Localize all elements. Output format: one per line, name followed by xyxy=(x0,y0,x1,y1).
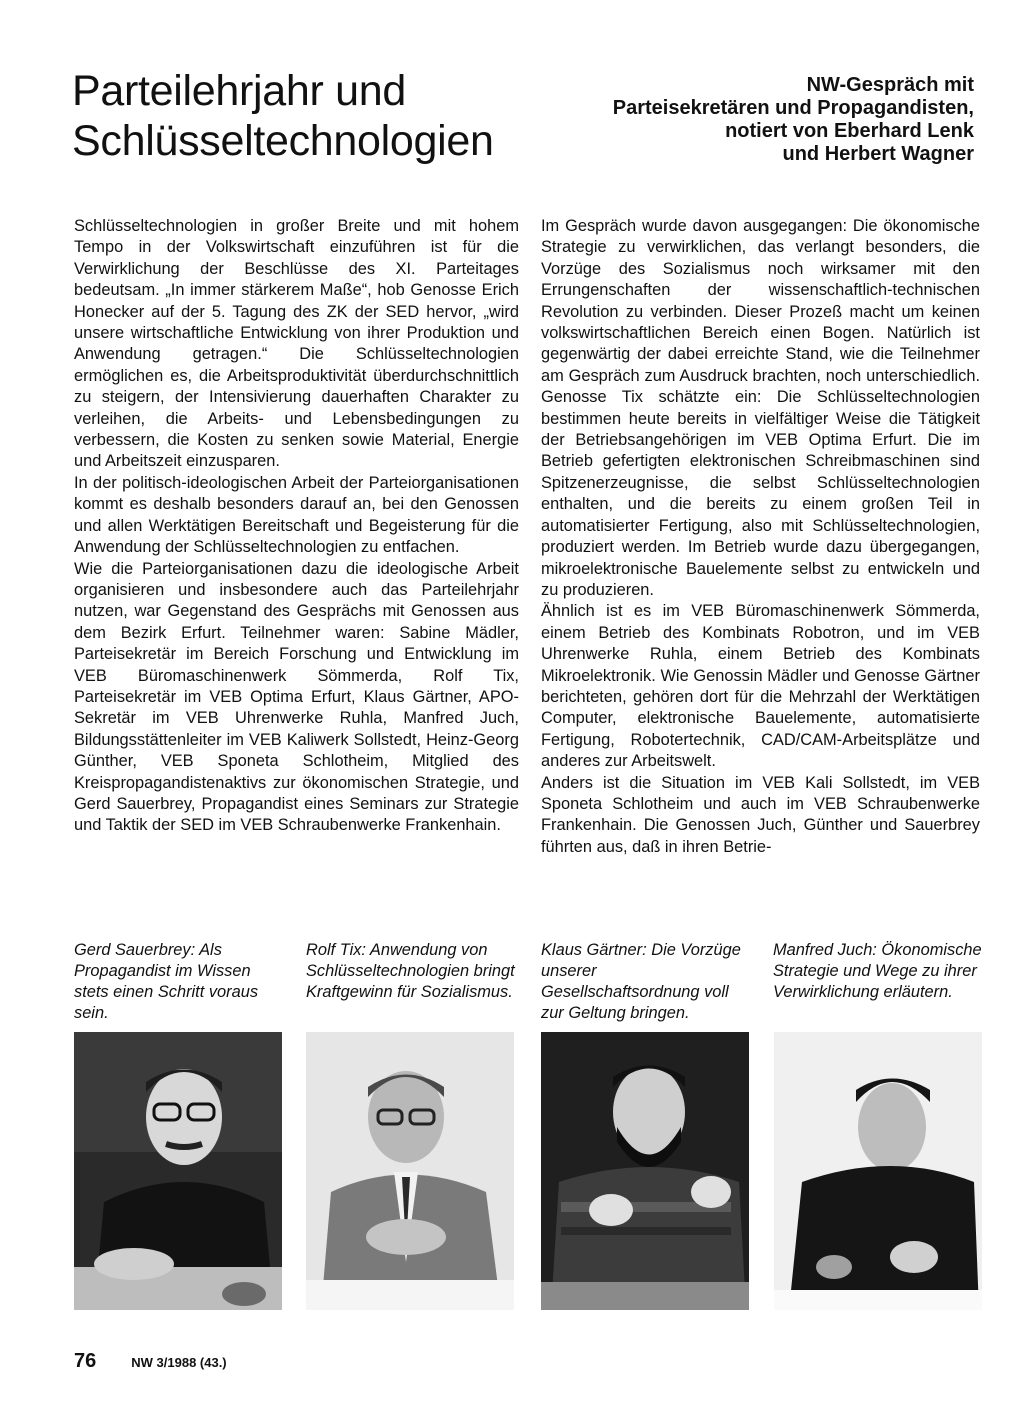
paragraph: In der politisch-ideologischen Arbeit der Parteiorganisationen kommt es deshalb besonders darauf an, bei den Genossen und allen Werktätigen Bereitschaft und Begeisterung für die Anwendung der Schlüsseltechnologien zu entfachen. xyxy=(74,473,519,557)
portrait-photo-tix xyxy=(306,1032,514,1310)
issue-info: NW 3/1988 (43.) xyxy=(131,1355,227,1370)
article-title: Parteilehrjahr und Schlüsseltechnologien xyxy=(72,67,494,165)
photo-caption: Klaus Gärtner: Die Vorzüge unserer Gesellschaftsordnung voll zur Geltung bringen. xyxy=(541,941,741,1022)
subtitle-line: und Herbert Wagner xyxy=(782,143,974,165)
paragraph: Schlüsseltechnologien in großer Breite und mit hohem Tempo in der Volkswirtschaft einzuführen ist für die Verwirklichung der Beschlüsse des XI. Parteitages bedeutsam. „In immer stärkerem Maße“, hob Genosse Erich Honecker auf der 5. Tagung des ZK der SED hervor, „wird unsere wirtschaftliche Entwicklung von ihrer Produktion und Anwendung getragen.“ Die Schlüsseltechnologien ermöglichen es, die Arbeitsproduktivität überdurchschnittlich zu steigern, der Intensivierung dauerhaften Charakter zu verleihen, die Arbeits- und Lebensbedingungen zu verbessern, die Kosten zu senken sowie Material, Energie und Arbeitszeit einzusparen. xyxy=(74,217,519,471)
portrait-image xyxy=(74,1032,282,1310)
subtitle-line: notiert von Eberhard Lenk xyxy=(725,120,974,142)
page-footer xyxy=(74,1350,227,1373)
page-number: 76 xyxy=(74,1350,97,1372)
subtitle-line: NW-Gespräch mit xyxy=(806,74,974,96)
portrait-photo-juch xyxy=(774,1032,982,1310)
portrait-photo-sauerbrey xyxy=(74,1032,282,1310)
article-subtitle xyxy=(504,74,974,166)
article-column-right xyxy=(541,216,980,858)
photo-caption: Gerd Sauerbrey: Als Propagandist im Wissen stets einen Schritt voraus sein. xyxy=(74,941,259,1022)
portrait-image xyxy=(306,1032,514,1310)
paragraph: Im Gespräch wurde davon ausgegangen: Die ökonomische Strategie zu verwirklichen, das verlangt besonders, die Vorzüge des Sozialismus noch wirksamer mit den Errungenschaften der wissenschaftlich-technischen Revolution zu verbinden. Dieser Prozeß macht um keinen volkswirtschaftlichen Bereich einen Bogen. Natürlich ist gegenwärtig der dabei erreichte Stand, wie die Teilnehmer am Gespräch zum Ausdruck brachten, noch unterschiedlich. Genosse Tix schätzte ein: Die Schlüsseltechnologien bestimmen heute bereits in vielfältiger Weise die Tätigkeit der Betriebsangehörigen im VEB Optima Erfurt. Die im Betrieb gefertigten elektronischen Schreibmaschinen sind Spitzenerzeugnisse, die selbst Schlüsseltechnologien enthalten, und die bereits zu einem großen Teil in automatisierter Fertigung, also mit Schlüsseltechnologien, produziert werden. Im Betrieb wurde dazu übergegangen, mikroelektronische Bauelemente selbst zu entwickeln und zu produzieren. xyxy=(541,217,980,599)
article-column-left xyxy=(74,216,519,837)
paragraph: Ähnlich ist es im VEB Büromaschinenwerk Sömmerda, einem Betrieb des Kombinats Robotron, und im VEB Uhrenwerke Ruhla, einem Betrieb des Kombinats Mikroelektronik. Wie Genossin Mädler und Genosse Gärtner berichteten, gehören dort für die Mehrzahl der Werktätigen Computer, elektronische Bauelemente, automatisierte Fertigung, Robotertechnik, CAD/CAM-Arbeitsplätze und anderes zur Arbeitswelt. xyxy=(541,602,980,771)
portrait-image xyxy=(541,1032,749,1310)
photo-caption: Manfred Juch: Ökonomische Strategie und Wege zu ihrer Verwirklichung erläutern. xyxy=(773,941,982,1001)
photo-caption: Rolf Tix: Anwendung von Schlüsseltechnologien bringt Kraftgewinn für Sozialismus. xyxy=(306,941,515,1001)
portrait-image xyxy=(774,1032,982,1310)
paragraph: Anders ist die Situation im VEB Kali Sollstedt, im VEB Sponeta Schlotheim und auch im VEB Schraubenwerke Frankenhain. Die Genossen Juch, Günther und Sauerbrey führten aus, daß in ihren Betrie- xyxy=(541,773,980,856)
subtitle-line: Parteisekretären und Propagandisten, xyxy=(612,97,974,119)
paragraph: Wie die Parteiorganisationen dazu die ideologische Arbeit organisieren und insbesondere auch das Parteilehrjahr nutzen, war Gegenstand des Gesprächs mit Genossen aus dem Bezirk Erfurt. Teilnehmer waren: Sabine Mädler, Parteisekretär im Bereich Forschung und Entwicklung im VEB Büromaschinenwerk Sömmerda, Rolf Tix, Parteisekretär im VEB Optima Erfurt, Klaus Gärtner, APO-Sekretär im VEB Uhrenwerke Ruhla, Manfred Juch, Bildungsstättenleiter im VEB Kaliwerk Sollstedt, Heinz-Georg Günther, VEB Sponeta Schlotheim, Mitglied des Kreispropagandistenaktivs zur ökonomischen Strategie, und Gerd Sauerbrey, Propagandist eines Seminars zur Strategie und Taktik der SED im VEB Schraubenwerke Frankenhain. xyxy=(74,559,519,835)
portrait-photo-gaertner xyxy=(541,1032,749,1310)
